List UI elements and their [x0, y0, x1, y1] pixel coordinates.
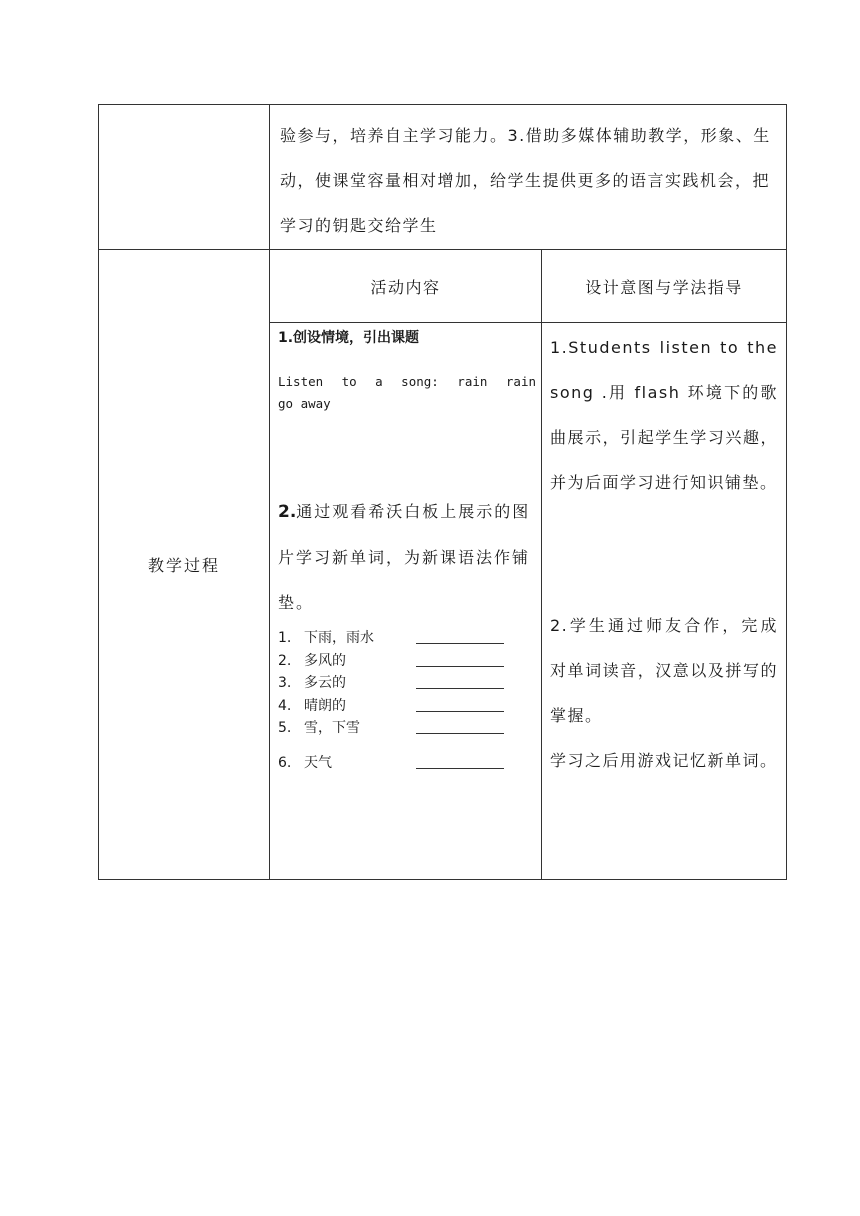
objectives-cell	[270, 105, 787, 250]
vocab-number: 2.	[278, 652, 292, 669]
vocab-number: 5.	[278, 720, 292, 736]
vocab-number: 4.	[278, 697, 292, 714]
vocab-item	[278, 672, 536, 695]
objectives-text: 验参与，培养自主学习能力。3.借助多媒体辅助教学，形象、生动，使课堂容量相对增加，给学生提供更多的语言实践机会，把学习的钥匙交给学生	[280, 126, 771, 235]
vocab-number: 1.	[278, 630, 292, 646]
design-cell	[542, 323, 787, 880]
song-line-1: Listen to a song: rain rain	[278, 374, 536, 389]
vocab-blank	[416, 666, 504, 667]
vocab-word: 雪，下雪	[304, 720, 360, 736]
design-paragraph-1: 1.Students listen to the song .用 flash 环境下的歌曲展示，引起学生学习兴趣，并为后面学习进行知识铺垫。	[550, 338, 778, 492]
activity-step2	[278, 489, 536, 625]
vocab-blank	[416, 733, 504, 734]
design-header: 设计意图与学法指导	[542, 250, 787, 323]
lesson-plan-table	[98, 104, 787, 880]
song-line-2: go away	[278, 396, 331, 411]
vocab-list	[278, 627, 536, 774]
activity-step1-title: 1.创设情境，引出课题	[278, 330, 420, 346]
vocab-word: 多风的	[304, 652, 346, 669]
vocab-word: 多云的	[304, 675, 346, 691]
empty-label-cell	[99, 105, 270, 250]
step2-number: 2.	[278, 502, 297, 522]
activity-cell	[270, 323, 542, 880]
design-paragraph-2: 2.学生通过师友合作，完成对单词读音，汉意以及拼写的掌握。	[550, 616, 778, 725]
vocab-item	[278, 752, 536, 775]
vocab-blank	[416, 768, 504, 769]
vocab-blank	[416, 711, 504, 712]
vocab-number: 6.	[278, 754, 292, 771]
header-row	[99, 250, 787, 323]
step2-text: 通过观看希沃白板上展示的图片学习新单词，为新课语法作铺垫。	[278, 502, 531, 612]
vocab-item	[278, 627, 536, 650]
vocab-blank	[416, 688, 504, 689]
vocab-word: 天气	[304, 754, 332, 771]
vocab-number: 3.	[278, 675, 292, 691]
activity-header: 活动内容	[270, 250, 542, 323]
vocab-item	[278, 717, 536, 740]
objectives-row	[99, 105, 787, 250]
vocab-item	[278, 650, 536, 673]
design-paragraph-3: 学习之后用游戏记忆新单词。	[550, 751, 778, 770]
vocab-blank	[416, 643, 504, 644]
vocab-word: 晴朗的	[304, 697, 346, 714]
process-label: 教学过程	[99, 250, 270, 880]
vocab-word: 下雨，雨水	[304, 630, 374, 646]
vocab-item	[278, 695, 536, 718]
